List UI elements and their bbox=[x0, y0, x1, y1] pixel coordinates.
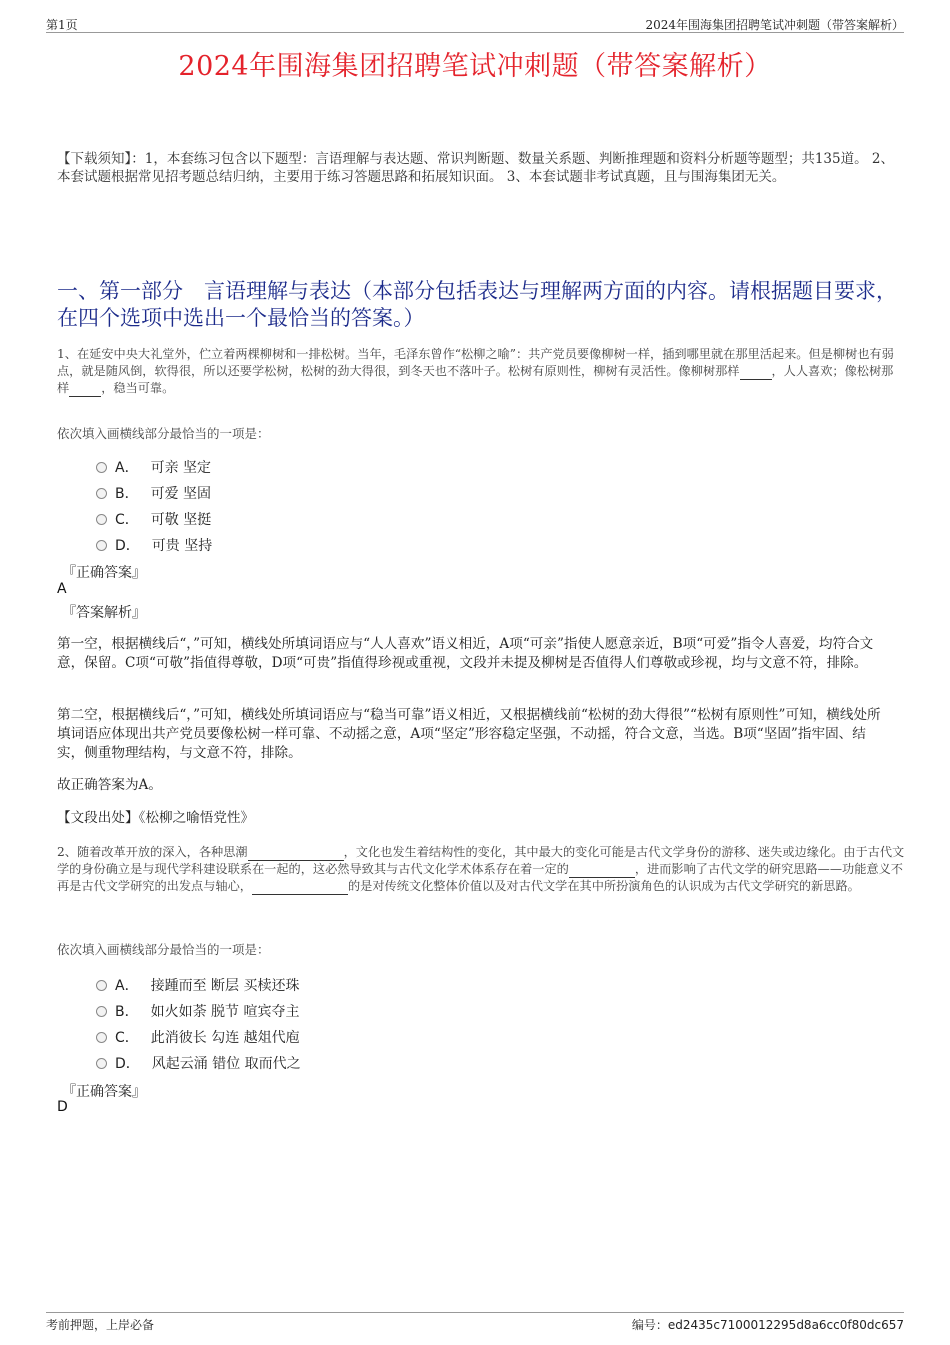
question-1-option-b[interactable]: B． 可爱 坚固 bbox=[96, 483, 211, 503]
radio-button[interactable] bbox=[96, 1058, 107, 1069]
question-2-answer: D bbox=[57, 1099, 68, 1115]
fill-blank bbox=[569, 865, 635, 878]
radio-button[interactable] bbox=[96, 514, 107, 525]
question-2-option-a[interactable]: A． 接踵而至 断层 买椟还珠 bbox=[96, 975, 299, 995]
question-1-stem: 1、在延安中央大礼堂外，伫立着两棵柳树和一排松树。当年，毛泽东曾作“松柳之喻”：共产党员要像柳树一样，插到哪里就在那里活起来。但是柳树也有弱点，就是随风倒，软得很，所以还要学松树，松树的劲大得很，到冬天也不落叶子。松树有原则性，柳树有灵活性。像柳树那样 ，人人喜欢；像松树那样 ，稳当可靠。 bbox=[57, 347, 894, 395]
question-2-prompt: 依次填入画横线部分最恰当的一项是： bbox=[57, 942, 270, 957]
fill-blank bbox=[69, 384, 101, 397]
question-1-analysis-paragraph: 第一空，根据横线后“，”可知，横线处所填词语应与“人人喜欢”语义相近，A项“可亲”指使人愿意亲近，B项“可爱”指令人喜爱，均符合文意，保留。C项“可敬”指值得尊敬，D项“可贵”指值得珍视或重视，文段并未提及柳树是否值得人们尊敬或珍视，均与文意不符，排除。 bbox=[57, 636, 874, 671]
question-1-option-d[interactable]: D． 可贵 坚持 bbox=[96, 535, 212, 555]
question-2-stem: 2、随着改革开放的深入，各种思潮 ，文化也发生着结构性的变化，其中最大的变化可能是古代文学身份的游移、迷失或边缘化。由于古代文学的身份确立是与现代学科建设联系在一起的，这必然导致其与古代文化学术体系存在着一定的 ，进而影响了古代文学的研究思路——功能意义不再是古代文学研究的出发点与轴心， 的是对传统文化整体价值以及对古代文学在其中所扮演角色的认识成为古代文学研究的新思路。 bbox=[57, 845, 905, 893]
radio-button[interactable] bbox=[96, 488, 107, 499]
radio-button[interactable] bbox=[96, 540, 107, 551]
fill-blank bbox=[248, 848, 344, 861]
fill-blank bbox=[740, 367, 772, 380]
question-1-analysis-paragraph: 第二空，根据横线后“，”可知，横线处所填词语应与“稳当可靠”语义相近，又根据横线前“松树的劲大得很”“松树有原则性”可知，横线处所填词语应体现出共产党员要像松树一样可靠、不动摇之意，A项“坚定”形容稳定坚强，不动摇，符合文意，当选。B项“坚固”指牢固、结实，侧重物理结构，与文意不符，排除。 bbox=[57, 707, 881, 761]
question-2-option-d[interactable]: D． 风起云涌 错位 取而代之 bbox=[96, 1053, 301, 1073]
document-title: 2024年围海集团招聘笔试冲刺题（带答案解析） bbox=[178, 51, 772, 82]
question-1-answer-label: 『正确答案』 bbox=[62, 565, 146, 581]
question-1-option-a[interactable]: A． 可亲 坚定 bbox=[96, 457, 211, 477]
fill-blank bbox=[252, 882, 348, 895]
question-1-option-c[interactable]: C． 可敬 坚挺 bbox=[96, 509, 211, 529]
question-1-prompt: 依次填入画横线部分最恰当的一项是： bbox=[57, 426, 270, 441]
page-header bbox=[46, 14, 904, 33]
question-1-source: 【文段出处】《松柳之喻悟党性》 bbox=[57, 810, 255, 826]
question-1-analysis-label: 『答案解析』 bbox=[62, 605, 146, 621]
radio-button[interactable] bbox=[96, 462, 107, 473]
radio-button[interactable] bbox=[96, 980, 107, 991]
question-2-answer-label: 『正确答案』 bbox=[62, 1084, 146, 1100]
question-1-conclusion: 故正确答案为A。 bbox=[57, 777, 162, 793]
header-doc-title: 2024年围海集团招聘笔试冲刺题（带答案解析） bbox=[645, 18, 904, 32]
page-number: 第1页 bbox=[46, 18, 78, 32]
download-notice: 【下载须知】：1，本套练习包含以下题型：言语理解与表达题、常识判断题、数量关系题、判断推理题和资料分析题等题型；共135道。 2、本套试题根据常见招考题总结归纳，主要用于练习答题思路和拓展知识面。 3、本套试题非考试真题，且与围海集团无关。 bbox=[57, 151, 894, 185]
footer-code: 编号：ed2435c7100012295d8a6cc0f80dc657 bbox=[631, 1318, 904, 1332]
section-title: 一、第一部分 言语理解与表达（本部分包括表达与理解两方面的内容。请根据题目要求，在四个选项中选出一个最恰当的答案。） bbox=[57, 279, 897, 330]
page-footer bbox=[46, 1312, 904, 1333]
radio-button[interactable] bbox=[96, 1006, 107, 1017]
footer-slogan: 考前押题，上岸必备 bbox=[46, 1318, 155, 1332]
question-1-answer: A bbox=[57, 581, 67, 597]
question-2-option-c[interactable]: C． 此消彼长 勾连 越俎代庖 bbox=[96, 1027, 300, 1047]
question-2-option-b[interactable]: B． 如火如荼 脱节 喧宾夺主 bbox=[96, 1001, 300, 1021]
radio-button[interactable] bbox=[96, 1032, 107, 1043]
